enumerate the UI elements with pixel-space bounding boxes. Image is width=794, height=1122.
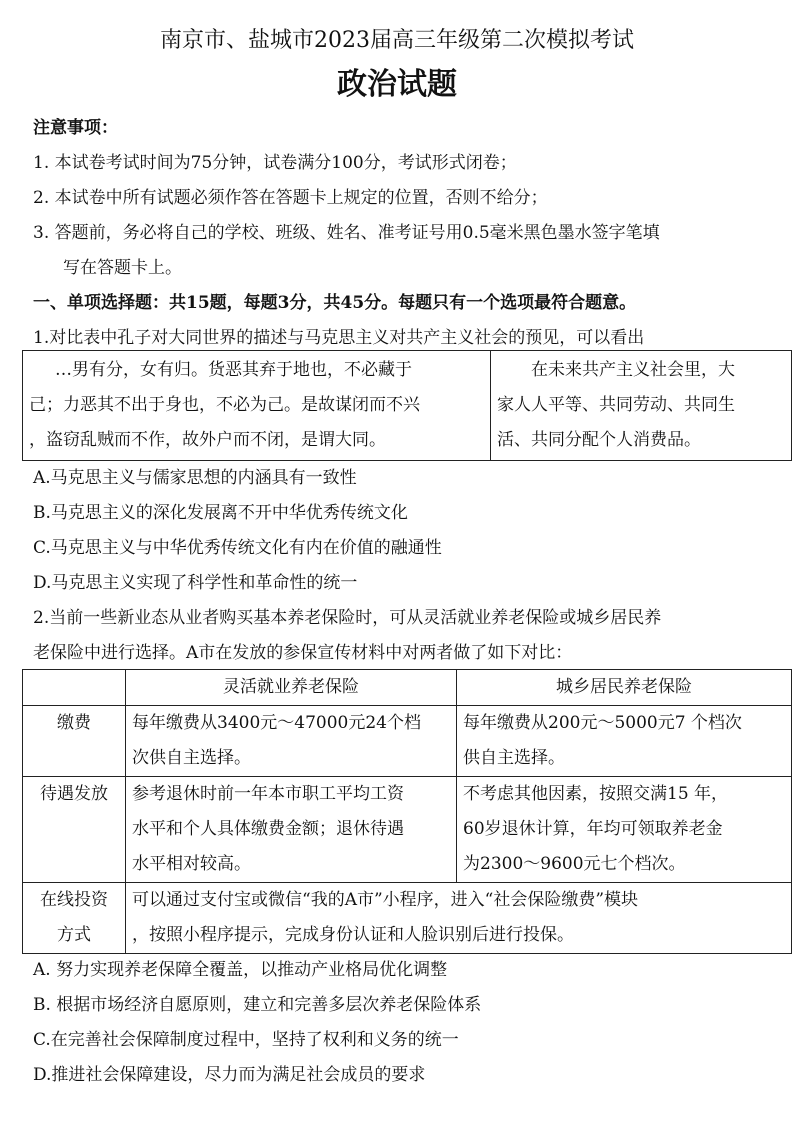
cell-line: 方式 <box>57 925 91 945</box>
q1-right-line: 家人人平等、共同劳动、共同生 <box>497 395 735 415</box>
cell-line: 60岁退休计算，年均可领取养老金 <box>463 819 723 839</box>
cell-line: 为2300～9600元七个档次。 <box>463 854 686 874</box>
subject-title: 政治试题 <box>337 67 457 102</box>
q2-row-label-online <box>23 883 126 954</box>
cell-line: 每年缴费从200元～5000元7 个档次 <box>463 713 742 733</box>
q2-header-empty <box>23 670 126 706</box>
q1-left-line: 己；力恶其不出于身也，不必为己。是故谋闭而不兴 <box>29 395 420 415</box>
q2-header-resident: 城乡居民养老保险 <box>457 670 792 706</box>
cell-line: 水平相对较高。 <box>132 854 251 874</box>
section-heading: 一、单项选择题：共15题，每题3分，共45分。每题只有一个选项最符合题意。 <box>33 293 637 313</box>
q1-option-b[interactable]: B.马克思主义的深化发展离不开中华优秀传统文化 <box>33 503 408 523</box>
notice-item-3: 3. 答题前，务必将自己的学校、班级、姓名、准考证号用0.5毫米黑色墨水签字笔填 <box>33 223 660 243</box>
cell-line: 参考退休时前一年本市职工平均工资 <box>132 784 404 804</box>
cell-line: 每年缴费从3400元～47000元24个档 <box>132 713 421 733</box>
cell-line: 供自主选择。 <box>463 748 565 768</box>
q1-right-line: 活、共同分配个人消费品。 <box>497 430 701 450</box>
q2-fee-resident <box>457 706 792 777</box>
cell-line: 可以通过支付宝或微信“我的A市”小程序，进入“社会保险缴费”模块 <box>132 890 639 910</box>
q1-table-confucius <box>23 351 491 461</box>
q2-option-c[interactable]: C.在完善社会保障制度过程中，坚持了权利和义务的统一 <box>33 1030 459 1050</box>
q2-stem-line2: 老保险中进行选择。A市在发放的参保宣传材料中对两者做了如下对比： <box>33 643 573 663</box>
q2-fee-flexible <box>126 706 457 777</box>
notice-item-3-cont: 写在答题卡上。 <box>63 258 182 278</box>
q1-option-c[interactable]: C.马克思主义与中华优秀传统文化有内在价值的融通性 <box>33 538 442 558</box>
q1-option-d[interactable]: D.马克思主义实现了科学性和革命性的统一 <box>33 573 358 593</box>
q1-stem: 1.对比表中孔子对大同世界的描述与马克思主义对共产主义社会的预见，可以看出 <box>33 328 645 348</box>
q2-row-label-benefit: 待遇发放 <box>23 777 126 883</box>
q1-table-marxism <box>491 351 792 461</box>
q2-option-b[interactable]: B. 根据市场经济自愿原则，建立和完善多层次养老保险体系 <box>33 995 482 1015</box>
q2-comparison-table <box>22 669 792 954</box>
q2-benefit-flexible <box>126 777 457 883</box>
notice-item-1: 1. 本试卷考试时间为75分钟，试卷满分100分，考试形式闭卷； <box>33 153 517 173</box>
q2-stem-line1: 2.当前一些新业态从业者购买基本养老保险时，可从灵活就业养老保险或城乡居民养 <box>33 608 662 628</box>
cell-line: ，按照小程序提示，完成身份认证和人脸识别后进行投保。 <box>132 925 574 945</box>
notice-item-2: 2. 本试卷中所有试题必须作答在答题卡上规定的位置，否则不给分； <box>33 188 548 208</box>
cell-line: 次供自主选择。 <box>132 748 251 768</box>
cell-line: 不考虑其他因素，按照交满15 年， <box>463 784 729 804</box>
q2-online-method <box>126 883 792 954</box>
notice-heading: 注意事项： <box>33 118 118 138</box>
q1-left-line: ，盗窃乱贼而不作，故外户而不闭，是谓大同。 <box>29 430 386 450</box>
q2-row-label-fee: 缴费 <box>23 706 126 777</box>
q2-header-flexible: 灵活就业养老保险 <box>126 670 457 706</box>
q1-right-line: 在未来共产主义社会里，大 <box>531 360 735 380</box>
q2-option-d[interactable]: D.推进社会保障建设，尽力而为满足社会成员的要求 <box>33 1065 426 1085</box>
q1-option-a[interactable]: A.马克思主义与儒家思想的内涵具有一致性 <box>33 468 357 488</box>
q2-option-a[interactable]: A. 努力实现养老保障全覆盖，以推动产业格局优化调整 <box>33 960 448 980</box>
cell-line: 水平和个人具体缴费金额；退休待遇 <box>132 819 404 839</box>
q1-left-line: …男有分，女有归。货恶其弃于地也，不必藏于 <box>55 360 412 380</box>
q1-comparison-table <box>22 350 792 461</box>
q2-benefit-resident <box>457 777 792 883</box>
cell-line: 在线投资 <box>40 890 108 910</box>
exam-title: 南京市、盐城市2023届高三年级第二次模拟考试 <box>160 28 634 53</box>
